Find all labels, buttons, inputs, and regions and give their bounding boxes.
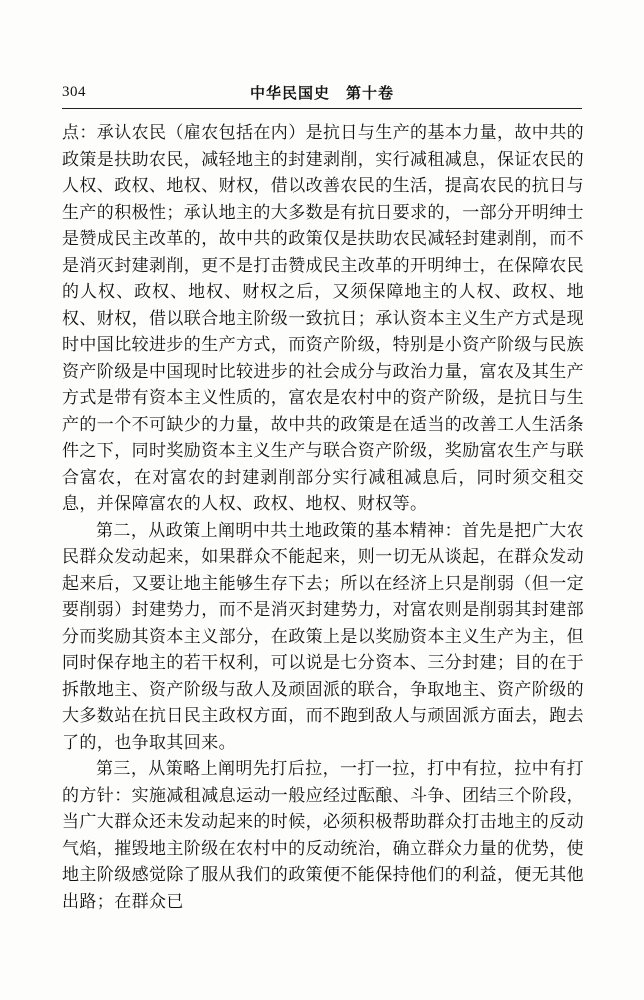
running-title: 中华民国史 第十卷 [249,84,394,102]
header-rule [62,108,582,109]
paragraph-second-point: 第二，从政策上阐明中共土地政策的基本精神：首先是把广大农民群众发动起来，如果群众不能起来，则一切无从谈起，在群众发动起来后，又要让地主能够生存下去；所以在经济上只是削弱（但一定要削弱）封建势力，而不是消灭封建势力，对富农则是削弱其封建部分而奖励其资本主义部分，在政策上是以奖励资本主义生产为主，但同时保存地主的若干权利，可以说是七分资本、三分封建；目的在于拆散地主、资产阶级与敌人及顽固派的联合，争取地主、资产阶级的大多数站在抗日民主政权方面，而不跑到敌人与顽固派方面去，跑去了的，也争取其回来。 [62,520,584,753]
body-text [62,120,584,915]
paragraph-third-point: 第三，从策略上阐明先打后拉，一打一拉，打中有拉，拉中有打的方针：实施减租减息运动一般应经过酝酿、斗争、团结三个阶段，当广大群众还未发动起来的时候，必须积极帮助群众打击地主的反动气焰，摧毁地主阶级在农村中的反动统治，确立群众力量的优势，使地主阶级感觉除了服从我们的政策便不能保持他们的利益，便无其他出路；在群众已 [62,759,584,912]
paragraph-continued: 点：承认农民（雇农包括在内）是抗日与生产的基本力量，故中共的政策是扶助农民，减轻地主的封建剥削，实行减租减息，保证农民的人权、政权、地权、财权，借以改善农民的生活，提高农民的抗日与生产的积极性；承认地主的大多数是有抗日要求的，一部分开明绅士是赞成民主改革的，故中共的政策仅是扶助农民减轻封建剥削，而不是消灭封建剥削，更不是打击赞成民主改革的开明绅士，在保障农民的人权、政权、地权、财权之后，又须保障地主的人权、政权、地权、财权，借以联合地主阶级一致抗日；承认资本主义生产方式是现时中国比较进步的生产方式，而资产阶级，特别是小资产阶级与民族资产阶级是中国现时比较进步的社会成分与政治力量，富农及其生产方式是带有资本主义性质的，富农是农村中的资产阶级，是抗日与生产的一个不可缺少的力量，故中共的政策是在适当的改善工人生活条件之下，同时奖励资本主义生产与联合资产阶级，奖励富农生产与联合富农，在对富农的封建剥削部分实行减租减息后，同时须交租交息，并保障富农的人权、政权、地权、财权等。 [62,123,584,514]
page-header [62,82,582,106]
page-number: 304 [62,84,86,100]
